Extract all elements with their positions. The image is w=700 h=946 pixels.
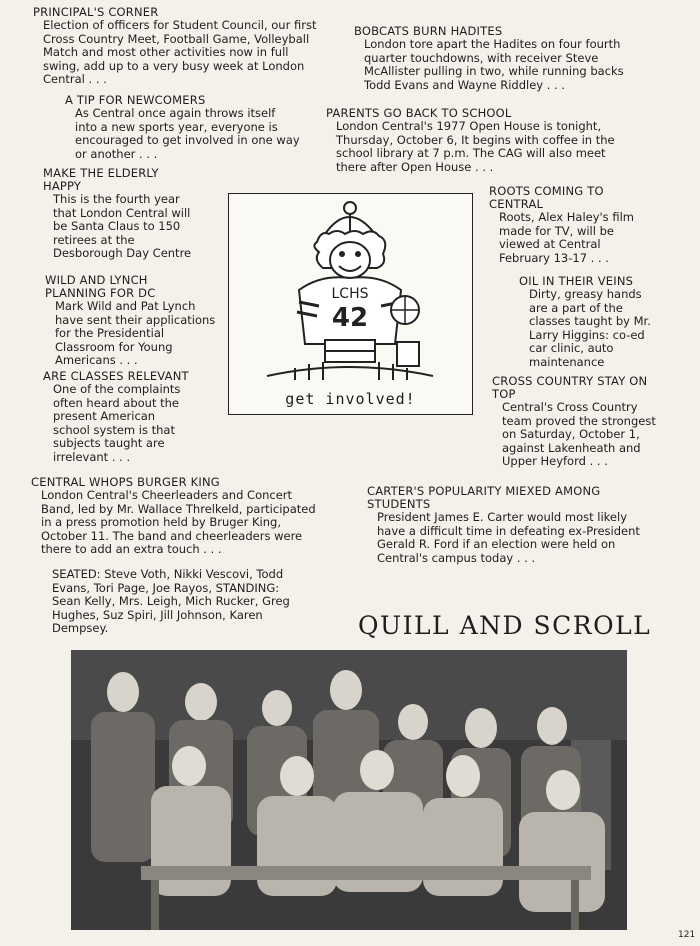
body-line: subjects taught are	[53, 436, 165, 451]
story-make-elderly-happy	[43, 167, 223, 261]
group-photo-image	[71, 650, 627, 930]
heading-line: STUDENTS	[367, 497, 431, 511]
story-body	[492, 401, 692, 469]
body-line: Gerald R. Ford if an election were held on	[377, 537, 616, 552]
body-line: London Central's Cheerleaders and Concert	[41, 488, 293, 502]
caption-line: Dempsey.	[52, 621, 109, 636]
body-line: in a press promotion held by Bruger King,	[41, 515, 281, 530]
body-line: made for TV, will be	[499, 223, 614, 238]
body-line: Mark Wild and Pat Lynch	[55, 299, 196, 313]
body-line: Election of officers for Student Council, our first	[43, 18, 317, 32]
heading-line: TOP	[492, 387, 516, 401]
body-line: Central . . .	[43, 72, 107, 87]
body-line: classes taught by Mr.	[529, 314, 651, 329]
story-heading	[492, 375, 692, 401]
body-line: into a new sports year, everyone is	[75, 119, 278, 134]
heading-line: CROSS COUNTRY STAY ON	[492, 374, 648, 388]
body-line: This is the fourth year	[53, 192, 180, 206]
page-number: 121	[678, 930, 696, 940]
photo-caption	[52, 568, 352, 636]
body-line: One of the complaints	[53, 382, 181, 396]
body-line: maintenance	[529, 354, 605, 369]
body-line: Todd Evans and Wayne Riddley . . .	[364, 77, 566, 92]
cartoon-caption: get involved!	[285, 390, 416, 408]
body-line: London tore apart the Hadites on four fourth	[364, 37, 621, 51]
body-line: car clinic, auto	[529, 341, 614, 356]
story-body	[43, 383, 223, 465]
body-line: that London Central will	[53, 205, 191, 220]
jersey-lettering: LCHS	[331, 286, 369, 302]
body-line: school library at 7 p.m. The CAG will also meet	[336, 146, 606, 161]
body-line: Band, led by Mr. Wallace Threlkeld, participated	[41, 501, 316, 516]
body-line: viewed at Central	[499, 237, 601, 252]
story-roots-coming-to-central	[489, 185, 659, 265]
caption-line: SEATED: Steve Voth, Nikki Vescovi, Todd	[52, 567, 284, 581]
body-line: Match and most other activities now in full	[43, 45, 289, 60]
story-heading	[367, 485, 667, 511]
body-line: Thursday, October 6, It begins with coffee in the	[336, 132, 615, 147]
story-body	[65, 107, 335, 161]
body-line: there after Open House . . .	[336, 159, 494, 174]
body-line: swing, add up to a very busy week at London	[43, 58, 305, 73]
story-bobcats-burn-hadites	[354, 25, 654, 92]
mascot-drawing	[229, 194, 471, 386]
jersey-number: 42	[331, 303, 369, 333]
body-line: Central's campus today . . .	[377, 550, 536, 565]
caption-line: Hughes, Suz Spiri, Jill Johnson, Karen	[52, 607, 263, 622]
story-heading: BOBCATS BURN HADITES	[354, 24, 503, 38]
story-heading	[43, 167, 223, 193]
caption-body	[52, 568, 352, 636]
story-body	[31, 489, 351, 557]
story-central-whops-burger-king	[31, 476, 351, 557]
body-line: irrelevant . . .	[53, 449, 131, 464]
story-heading: ARE CLASSES RELEVANT	[43, 369, 189, 383]
story-wild-and-lynch	[45, 274, 225, 368]
heading-line: HAPPY	[43, 179, 82, 193]
story-oil-in-their-veins	[519, 275, 679, 370]
story-heading: PARENTS GO BACK TO SCHOOL	[326, 106, 512, 120]
story-cross-country-stay-on-top	[492, 375, 692, 469]
body-line: Roots, Alex Haley's film	[499, 210, 634, 224]
story-body	[43, 193, 223, 261]
body-line: Desborough Day Centre	[53, 246, 192, 261]
body-line: Central's Cross Country	[502, 400, 638, 414]
story-parents-back-to-school	[326, 107, 656, 174]
body-line: quarter touchdowns, with receiver Steve	[364, 50, 599, 65]
story-heading: A TIP FOR NEWCOMERS	[65, 93, 206, 107]
story-body	[367, 511, 667, 565]
body-line: be Santa Claus to 150	[53, 219, 181, 234]
story-heading	[45, 274, 225, 300]
section-title: QUILL AND SCROLL	[358, 611, 652, 640]
body-line: or another . . .	[75, 146, 158, 161]
story-heading: OIL IN THEIR VEINS	[519, 274, 634, 288]
body-line: Dirty, greasy hands	[529, 287, 642, 301]
story-body	[326, 120, 656, 174]
body-line: against Lakenheath and	[502, 440, 641, 455]
body-line: have a difficult time in defeating ex-President	[377, 523, 640, 538]
caption-line: Sean Kelly, Mrs. Leigh, Mich Rucker, Greg	[52, 594, 290, 609]
story-body	[519, 288, 679, 370]
body-line: are a part of the	[529, 300, 623, 315]
body-line: have sent their applications	[55, 312, 216, 327]
body-line: often heard about the	[53, 395, 180, 410]
body-line: Upper Heyford . . .	[502, 454, 608, 469]
body-line: February 13-17 . . .	[499, 250, 609, 265]
heading-line: ROOTS COMING TO	[489, 184, 604, 198]
story-carters-popularity	[367, 485, 667, 565]
story-body	[489, 211, 659, 265]
body-line: President James E. Carter would most likely	[377, 510, 628, 524]
body-line: Classroom for Young	[55, 339, 173, 354]
story-are-classes-relevant	[43, 370, 223, 465]
heading-line: CARTER'S POPULARITY MIEXED AMONG	[367, 484, 601, 498]
story-principals-corner	[33, 6, 333, 87]
heading-line: WILD AND LYNCH	[45, 273, 148, 287]
group-photo	[71, 650, 627, 930]
body-line: Americans . . .	[55, 353, 138, 368]
body-line: present American	[53, 409, 156, 424]
body-line: team proved the strongest	[502, 413, 656, 428]
heading-line: CENTRAL	[489, 197, 544, 211]
body-line: on Saturday, October 1,	[502, 427, 640, 442]
body-line: for the Presidential	[55, 326, 165, 341]
story-tip-for-newcomers	[65, 94, 335, 161]
story-heading: PRINCIPAL'S CORNER	[33, 5, 159, 19]
body-line: Cross Country Meet, Football Game, Volleyball	[43, 31, 310, 46]
heading-line: PLANNING FOR DC	[45, 286, 156, 300]
body-line: McAllister pulling in two, while running backs	[364, 64, 624, 79]
story-body	[33, 19, 333, 87]
story-heading	[489, 185, 659, 211]
body-line: there to add an extra touch . . .	[41, 542, 222, 557]
body-line: retirees at the	[53, 232, 135, 247]
story-heading: CENTRAL WHOPS BURGER KING	[31, 475, 220, 489]
body-line: school system is that	[53, 422, 175, 437]
caption-line: Evans, Tori Page, Joe Rayos, STANDING:	[52, 580, 280, 595]
body-line: October 11. The band and cheerleaders were	[41, 528, 303, 543]
body-line: As Central once again throws itself	[75, 106, 276, 120]
story-body	[45, 300, 225, 368]
story-body	[354, 38, 654, 92]
body-line: Larry Higgins: co-ed	[529, 327, 645, 342]
heading-line: MAKE THE ELDERLY	[43, 166, 159, 180]
body-line: London Central's 1977 Open House is tonight,	[336, 119, 602, 133]
body-line: encouraged to get involved in one way	[75, 133, 300, 148]
mascot-cartoon	[228, 193, 473, 415]
